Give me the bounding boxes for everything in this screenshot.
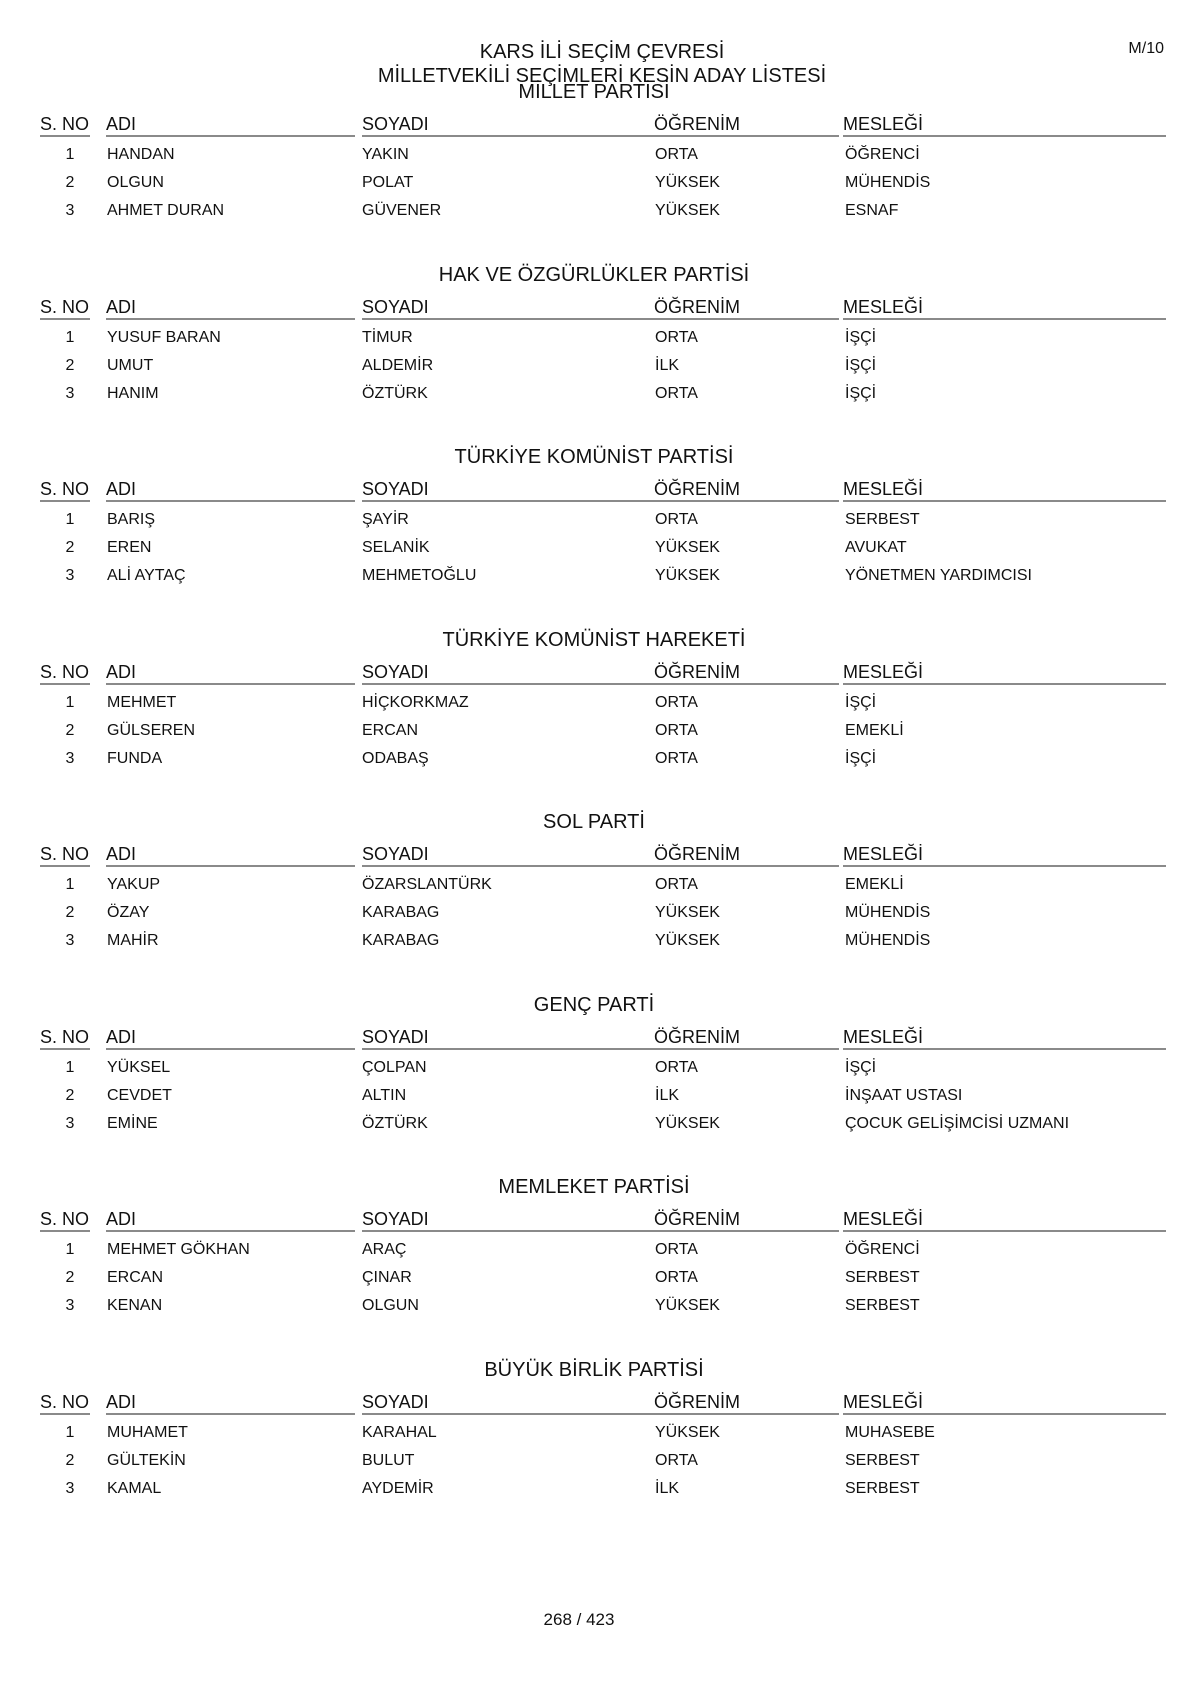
candidate-surname: ALTIN	[362, 1087, 407, 1104]
candidate-education: İLK	[655, 1087, 680, 1104]
column-header-name: ADI	[106, 296, 355, 320]
party-name: GENÇ PARTİ	[533, 994, 655, 1016]
candidate-education: ORTA	[655, 1241, 698, 1258]
page-code: M/10	[1128, 40, 1164, 57]
candidate-occupation: İŞÇİ	[845, 357, 877, 374]
table-header	[40, 843, 1166, 867]
candidate-no: 2	[65, 174, 75, 191]
candidate-surname: KARABAG	[362, 932, 440, 949]
party-name: HAK VE ÖZGÜRLÜKLER PARTİSİ	[438, 264, 750, 286]
candidate-occupation: İŞÇİ	[845, 385, 877, 402]
candidate-no: 1	[65, 876, 75, 893]
table-header	[40, 1026, 1166, 1050]
candidate-name: HANDAN	[107, 146, 175, 163]
candidate-surname: ERCAN	[362, 722, 419, 739]
candidate-education: ORTA	[655, 385, 698, 402]
party-section	[40, 1358, 1166, 1508]
candidate-occupation: SERBEST	[845, 511, 920, 528]
column-header-surname: SOYADI	[362, 661, 659, 685]
candidate-no: 3	[65, 202, 75, 219]
candidate-education: İLK	[655, 1480, 680, 1497]
title-line-2: MİLLETVEKİLİ SEÇİMLERİ KESİN ADAY LİSTESİ	[377, 65, 827, 87]
candidate-occupation: ESNAF	[845, 202, 899, 219]
candidate-education: YÜKSEK	[655, 1115, 720, 1132]
candidate-name: ÖZAY	[107, 904, 150, 921]
party-section	[40, 263, 1166, 413]
table-row	[40, 536, 1166, 560]
party-section	[40, 80, 1166, 230]
candidate-surname: HİÇKORKMAZ	[362, 694, 469, 711]
candidate-education: İLK	[655, 357, 680, 374]
column-header-surname: SOYADI	[362, 478, 659, 502]
candidate-occupation: SERBEST	[845, 1297, 920, 1314]
table-row	[40, 1112, 1166, 1136]
table-row	[40, 691, 1166, 715]
candidate-name: EMİNE	[107, 1115, 158, 1132]
candidate-occupation: AVUKAT	[845, 539, 907, 556]
candidate-occupation: İŞÇİ	[845, 329, 877, 346]
candidate-surname: BULUT	[362, 1452, 415, 1469]
table-row	[40, 354, 1166, 378]
candidate-name: MEHMET	[107, 694, 177, 711]
candidate-no: 1	[65, 511, 75, 528]
candidate-education: YÜKSEK	[655, 202, 720, 219]
table-header	[40, 113, 1166, 137]
candidate-no: 2	[65, 722, 75, 739]
column-header-surname: SOYADI	[362, 113, 659, 137]
candidate-surname: MEHMETOĞLU	[362, 567, 477, 584]
candidate-education: ORTA	[655, 1059, 698, 1076]
candidate-surname: TİMUR	[362, 329, 413, 346]
column-header-name: ADI	[106, 1391, 355, 1415]
table-row	[40, 1084, 1166, 1108]
candidate-no: 2	[65, 904, 75, 921]
candidate-education: ORTA	[655, 1269, 698, 1286]
table-header	[40, 1208, 1166, 1232]
party-name: SOL PARTİ	[543, 811, 645, 833]
table-row	[40, 1266, 1166, 1290]
column-header-education: ÖĞRENİM	[654, 1026, 839, 1050]
column-header-education: ÖĞRENİM	[654, 843, 839, 867]
candidate-no: 1	[65, 1424, 75, 1441]
candidate-surname: ÖZTÜRK	[362, 385, 428, 402]
column-header-no: S. NO	[40, 661, 90, 685]
column-header-occupation: MESLEĞİ	[843, 661, 1166, 685]
column-header-no: S. NO	[40, 843, 90, 867]
table-header	[40, 661, 1166, 685]
table-row	[40, 929, 1166, 953]
column-header-name: ADI	[106, 843, 355, 867]
table-row	[40, 326, 1166, 350]
candidate-surname: ALDEMİR	[362, 357, 434, 374]
candidate-no: 2	[65, 539, 75, 556]
candidate-occupation: İŞÇİ	[845, 750, 877, 767]
column-header-education: ÖĞRENİM	[654, 1391, 839, 1415]
table-header	[40, 478, 1166, 502]
candidate-name: KENAN	[107, 1297, 163, 1314]
column-header-occupation: MESLEĞİ	[843, 1391, 1166, 1415]
table-row	[40, 747, 1166, 771]
candidate-surname: KARAHAL	[362, 1424, 437, 1441]
candidate-surname: ÇOLPAN	[362, 1059, 427, 1076]
party-name: TÜRKİYE KOMÜNİST HAREKETİ	[442, 629, 746, 651]
party-name: BÜYÜK BİRLİK PARTİSİ	[484, 1359, 704, 1381]
candidate-occupation: İNŞAAT USTASI	[845, 1087, 963, 1104]
table-row	[40, 719, 1166, 743]
candidate-education: YÜKSEK	[655, 539, 720, 556]
column-header-occupation: MESLEĞİ	[843, 1208, 1166, 1232]
table-row	[40, 199, 1166, 223]
column-header-surname: SOYADI	[362, 1026, 659, 1050]
column-header-name: ADI	[106, 1026, 355, 1050]
party-section	[40, 1175, 1166, 1325]
column-header-occupation: MESLEĞİ	[843, 843, 1166, 867]
column-header-occupation: MESLEĞİ	[843, 1026, 1166, 1050]
candidate-occupation: MÜHENDİS	[845, 904, 931, 921]
party-section	[40, 810, 1166, 960]
candidate-name: MEHMET GÖKHAN	[107, 1241, 250, 1258]
column-header-education: ÖĞRENİM	[654, 1208, 839, 1232]
candidate-education: ORTA	[655, 329, 698, 346]
candidate-education: YÜKSEK	[655, 904, 720, 921]
candidate-surname: OLGUN	[362, 1297, 419, 1314]
column-header-education: ÖĞRENİM	[654, 661, 839, 685]
candidate-name: MAHİR	[107, 932, 159, 949]
column-header-surname: SOYADI	[362, 296, 659, 320]
column-header-education: ÖĞRENİM	[654, 478, 839, 502]
candidate-occupation: ÇOCUK GELİŞİMCİSİ UZMANI	[845, 1115, 1070, 1132]
candidate-no: 3	[65, 1297, 75, 1314]
candidate-occupation: EMEKLİ	[845, 876, 904, 893]
column-header-name: ADI	[106, 661, 355, 685]
candidate-education: YÜKSEK	[655, 174, 720, 191]
candidate-no: 2	[65, 357, 75, 374]
candidate-name: GÜLTEKİN	[107, 1452, 186, 1469]
candidate-surname: ÖZARSLANTÜRK	[362, 876, 492, 893]
candidate-surname: GÜVENER	[362, 202, 442, 219]
table-header	[40, 1391, 1166, 1415]
candidate-name: HANIM	[107, 385, 159, 402]
column-header-occupation: MESLEĞİ	[843, 113, 1166, 137]
candidate-no: 1	[65, 1241, 75, 1258]
table-row	[40, 873, 1166, 897]
column-header-no: S. NO	[40, 478, 90, 502]
column-header-surname: SOYADI	[362, 1391, 659, 1415]
candidate-education: ORTA	[655, 722, 698, 739]
candidate-occupation: MÜHENDİS	[845, 932, 931, 949]
candidate-no: 3	[65, 567, 75, 584]
candidate-name: AHMET DURAN	[107, 202, 225, 219]
candidate-surname: ÇINAR	[362, 1269, 412, 1286]
candidate-name: MUHAMET	[107, 1424, 188, 1441]
candidate-education: YÜKSEK	[655, 932, 720, 949]
candidate-occupation: SERBEST	[845, 1269, 920, 1286]
column-header-education: ÖĞRENİM	[654, 113, 839, 137]
table-row	[40, 564, 1166, 588]
candidate-no: 2	[65, 1269, 75, 1286]
candidate-name: GÜLSEREN	[107, 722, 196, 739]
candidate-education: ORTA	[655, 750, 698, 767]
candidate-name: UMUT	[107, 357, 154, 374]
candidate-surname: POLAT	[362, 174, 414, 191]
candidate-no: 1	[65, 1059, 75, 1076]
table-row	[40, 508, 1166, 532]
column-header-name: ADI	[106, 478, 355, 502]
candidate-occupation: ÖĞRENCİ	[845, 1241, 920, 1258]
candidate-name: FUNDA	[107, 750, 163, 767]
table-row	[40, 1477, 1166, 1501]
column-header-no: S. NO	[40, 113, 90, 137]
candidate-education: ORTA	[655, 146, 698, 163]
candidate-name: OLGUN	[107, 174, 164, 191]
party-section	[40, 628, 1166, 778]
candidate-education: YÜKSEK	[655, 567, 720, 584]
candidate-no: 3	[65, 750, 75, 767]
candidate-surname: YAKIN	[362, 146, 409, 163]
candidate-no: 1	[65, 694, 75, 711]
candidate-name: ALİ AYTAÇ	[107, 567, 186, 584]
candidate-occupation: SERBEST	[845, 1452, 920, 1469]
candidate-education: YÜKSEK	[655, 1424, 720, 1441]
column-header-surname: SOYADI	[362, 1208, 659, 1232]
candidate-name: KAMAL	[107, 1480, 162, 1497]
party-name: MİLLET PARTİSİ	[518, 81, 670, 103]
column-header-occupation: MESLEĞİ	[843, 296, 1166, 320]
candidate-surname: SELANİK	[362, 539, 430, 556]
candidate-name: ERCAN	[107, 1269, 164, 1286]
table-row	[40, 1056, 1166, 1080]
candidate-surname: ARAÇ	[362, 1241, 407, 1258]
column-header-name: ADI	[106, 113, 355, 137]
candidate-name: BARIŞ	[107, 511, 156, 528]
table-row	[40, 382, 1166, 406]
candidate-occupation: İŞÇİ	[845, 1059, 877, 1076]
candidate-occupation: İŞÇİ	[845, 694, 877, 711]
candidate-education: ORTA	[655, 1452, 698, 1469]
column-header-no: S. NO	[40, 1391, 90, 1415]
table-row	[40, 1294, 1166, 1318]
party-section	[40, 993, 1166, 1143]
column-header-name: ADI	[106, 1208, 355, 1232]
candidate-name: YAKUP	[107, 876, 161, 893]
column-header-occupation: MESLEĞİ	[843, 478, 1166, 502]
candidate-surname: KARABAG	[362, 904, 440, 921]
table-header	[40, 296, 1166, 320]
table-row	[40, 1421, 1166, 1445]
table-row	[40, 901, 1166, 925]
candidate-education: ORTA	[655, 511, 698, 528]
page-number: 268 / 423	[543, 1610, 615, 1629]
column-header-surname: SOYADI	[362, 843, 659, 867]
candidate-name: YUSUF BARAN	[107, 329, 221, 346]
table-row	[40, 1449, 1166, 1473]
candidate-occupation: MUHASEBE	[845, 1424, 935, 1441]
candidate-surname: AYDEMİR	[362, 1480, 434, 1497]
candidate-surname: ODABAŞ	[362, 750, 429, 767]
candidate-no: 3	[65, 932, 75, 949]
column-header-education: ÖĞRENİM	[654, 296, 839, 320]
column-header-no: S. NO	[40, 1208, 90, 1232]
party-section	[40, 445, 1166, 595]
candidate-no: 1	[65, 146, 75, 163]
candidate-surname: ŞAYİR	[362, 511, 409, 528]
candidate-name: YÜKSEL	[107, 1059, 171, 1076]
candidate-education: ORTA	[655, 694, 698, 711]
candidate-name: EREN	[107, 539, 152, 556]
candidate-occupation: SERBEST	[845, 1480, 920, 1497]
party-name: MEMLEKET PARTİSİ	[498, 1176, 690, 1198]
candidate-occupation: YÖNETMEN YARDIMCISI	[845, 567, 1032, 584]
candidate-occupation: EMEKLİ	[845, 722, 904, 739]
party-name: TÜRKİYE KOMÜNİST PARTİSİ	[454, 446, 734, 468]
candidate-no: 3	[65, 1115, 75, 1132]
candidate-name: CEVDET	[107, 1087, 172, 1104]
candidate-no: 2	[65, 1452, 75, 1469]
candidate-surname: ÖZTÜRK	[362, 1115, 428, 1132]
table-row	[40, 143, 1166, 167]
candidate-education: YÜKSEK	[655, 1297, 720, 1314]
candidate-no: 3	[65, 385, 75, 402]
candidate-occupation: MÜHENDİS	[845, 174, 931, 191]
table-row	[40, 1238, 1166, 1262]
title-line-1: KARS İLİ SEÇİM ÇEVRESİ	[479, 41, 725, 63]
candidate-no: 3	[65, 1480, 75, 1497]
candidate-occupation: ÖĞRENCİ	[845, 146, 920, 163]
column-header-no: S. NO	[40, 296, 90, 320]
column-header-no: S. NO	[40, 1026, 90, 1050]
candidate-education: ORTA	[655, 876, 698, 893]
table-row	[40, 171, 1166, 195]
candidate-no: 2	[65, 1087, 75, 1104]
candidate-no: 1	[65, 329, 75, 346]
